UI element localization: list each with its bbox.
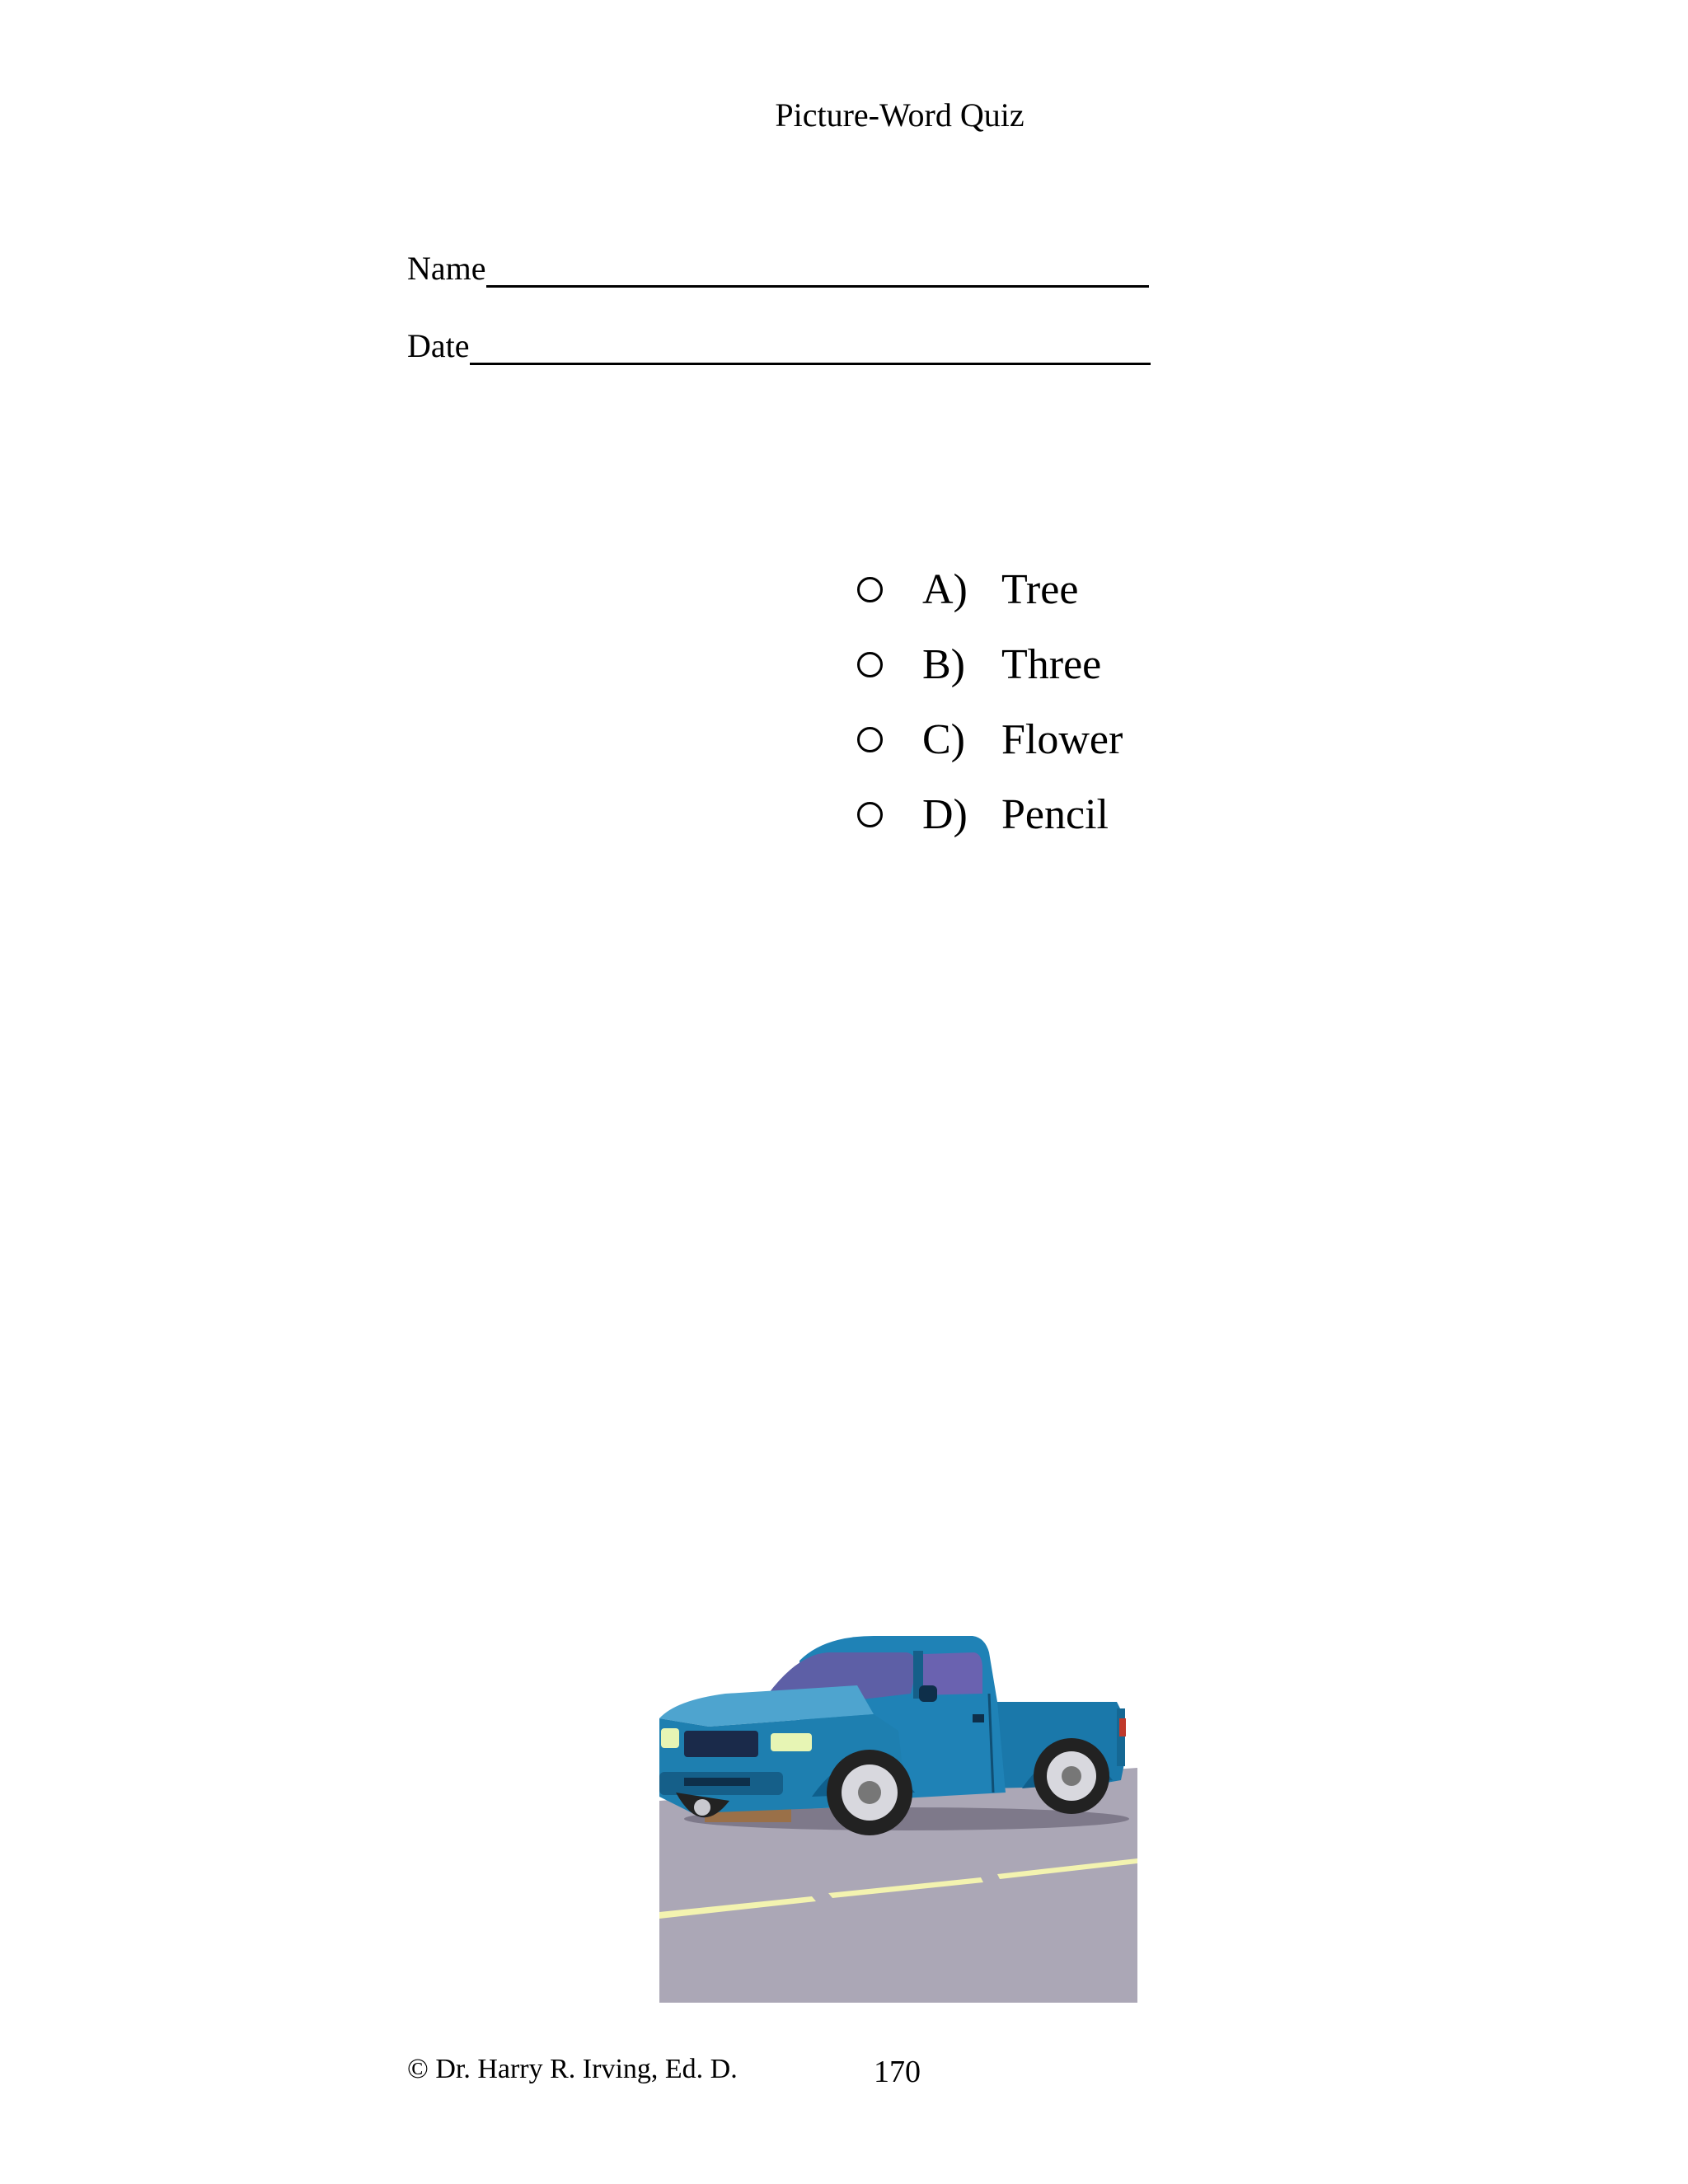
option-c-radio[interactable]: [857, 727, 883, 752]
date-label: Date: [407, 327, 470, 364]
option-d-radio[interactable]: [857, 802, 883, 827]
page-title: Picture-Word Quiz: [775, 96, 1025, 134]
option-b-word: Three: [1001, 641, 1102, 688]
grille: [684, 1731, 758, 1757]
option-c-letter: C): [922, 716, 965, 763]
side-mirror: [919, 1685, 937, 1702]
option-b-letter: B): [922, 641, 965, 688]
fog-lights: [684, 1778, 750, 1786]
option-c-word: Flower: [1001, 716, 1123, 763]
date-blank-line[interactable]: [470, 333, 1151, 365]
option-a[interactable]: [857, 552, 1123, 627]
option-c[interactable]: [857, 702, 1123, 777]
name-label: Name: [407, 250, 486, 287]
option-b[interactable]: [857, 627, 1123, 702]
front-wheel: [827, 1750, 912, 1835]
tailgate-edge: [1117, 1708, 1125, 1766]
option-a-word: Tree: [1001, 566, 1079, 613]
copyright-text: © Dr. Harry R. Irving, Ed. D.: [407, 2054, 738, 2084]
name-field[interactable]: [407, 249, 1149, 288]
option-a-letter: A): [922, 566, 968, 613]
date-field[interactable]: [407, 326, 1151, 365]
option-a-radio[interactable]: [857, 577, 883, 602]
page-number: 170: [874, 2055, 921, 2089]
option-d[interactable]: [857, 777, 1123, 852]
truck-picture: [659, 1636, 1137, 2003]
option-d-letter: D): [922, 791, 968, 838]
rear-wheel: [1034, 1738, 1109, 1814]
name-blank-line[interactable]: [486, 255, 1149, 288]
headlight-left: [661, 1728, 679, 1748]
door-handle: [973, 1714, 984, 1722]
option-d-word: Pencil: [1001, 791, 1109, 838]
option-b-radio[interactable]: [857, 652, 883, 677]
headlight-right: [771, 1733, 812, 1751]
answer-options: [857, 552, 1123, 852]
tail-light: [1119, 1718, 1126, 1736]
